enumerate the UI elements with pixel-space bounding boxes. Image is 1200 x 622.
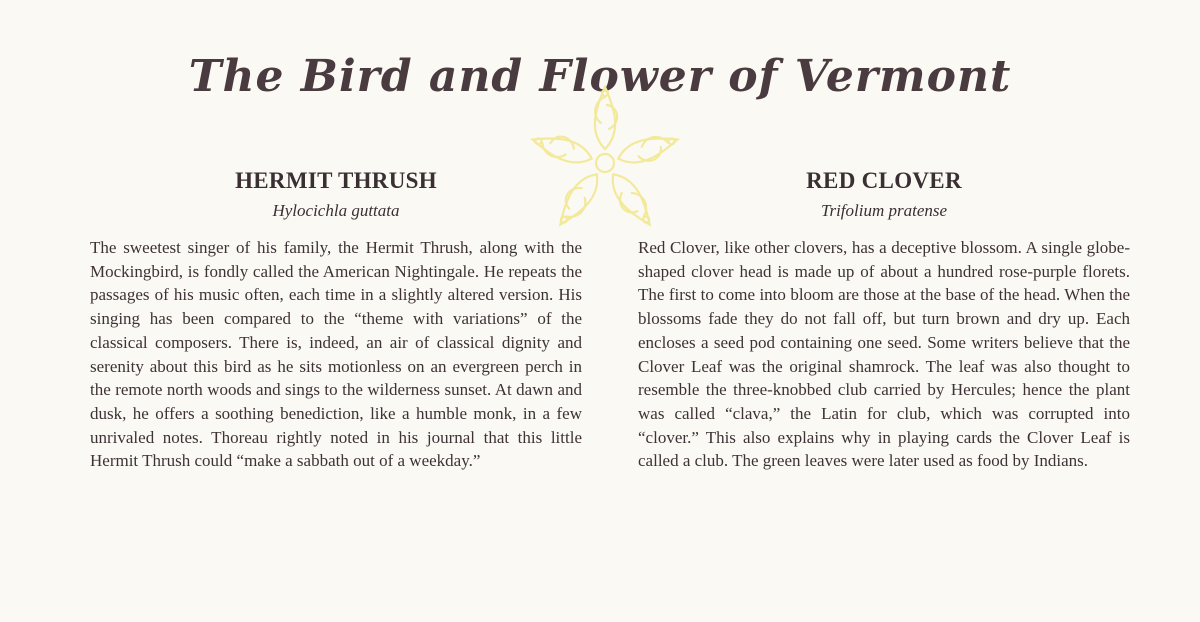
flower-section [638,166,1130,473]
flower-description: Red Clover, like other clovers, has a deceptive blossom. A single globe-shaped clover head is made up of about a hundred rose-purple florets. The first to come into bloom are those at the base of the head. When the blossoms fade they do not fall off, but turn brown and dry up. Each encloses a seed pod containing one seed. Some writers believe that the Clover Leaf was the original shamrock. The leaf was also thought to resemble the three-knobbed club carried by Hercules; hence the plant was called “clava,” the Latin for club, which was corrupted into “clover.” This also explains why in playing cards the Clover Leaf is called a club. The green leaves were later used as food by Indians. [638,238,1130,471]
flower-scientific-name: Trifolium pratense [820,201,948,220]
page-title: The Bird and Flower of Vermont [188,51,1012,103]
flower-heading: RED CLOVER [806,168,962,193]
bird-description: The sweetest singer of his family, the Hermit Thrush, along with the Mockingbird, is fondly called the American Nightingale. He repeats the passages of his music often, each time in a slightly altered version. His singing has been compared to the “theme with variations” of the classical composers. There is, indeed, an air of classical dignity and serenity about this bird as he sits motionless on an evergreen perch in the remote north woods and sings to the wilderness sunset. At dawn and dusk, he offers a soothing benediction, like a humble monk, in a few unrivaled notes. Thoreau rightly noted in his journal that this little Hermit Thrush could “make a sabbath out of a weekday.” [90,238,582,471]
bird-heading: HERMIT THRUSH [235,168,437,193]
bird-section [90,166,582,473]
bird-scientific-name: Hylocichla guttata [272,201,400,220]
